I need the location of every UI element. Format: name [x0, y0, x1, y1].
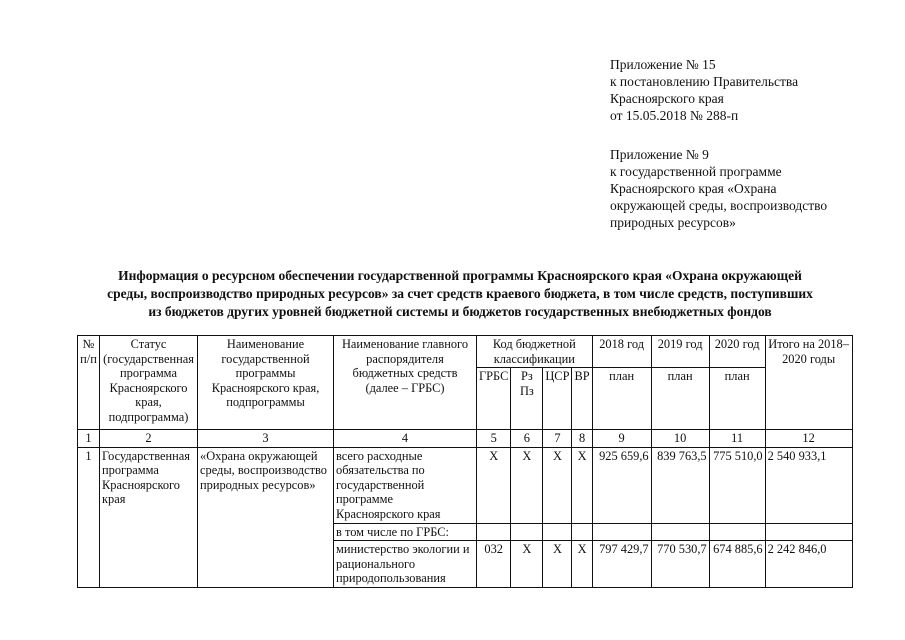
col-number: 3 — [198, 430, 334, 448]
title-line2: среды, воспроизводство природных ресурсов» за счет средств краевого бюджета, в том числе средств, поступивших — [107, 286, 813, 301]
header-grbs-name: Наименование главного распорядителя бюджетных средств (далее – ГРБС) — [334, 336, 477, 430]
col-number: 2 — [100, 430, 198, 448]
document-title — [60, 267, 860, 321]
ministry-grbs-code: 032 — [477, 541, 511, 588]
header-2019: 2019 год — [651, 336, 709, 368]
header-plan-2019: план — [651, 368, 709, 430]
attachment-9-block — [610, 146, 827, 231]
ministry-2018: 797 429,7 — [592, 541, 651, 588]
col-number: 10 — [651, 430, 709, 448]
attachment-9-line3: Красноярского края «Охрана — [610, 181, 777, 196]
col-number: 4 — [334, 430, 477, 448]
attachment-15-line2: к постановлению Правительства — [610, 74, 799, 89]
attachment-9-line5: природных ресурсов» — [610, 215, 736, 230]
title-line1: Информация о ресурсном обеспечении государственной программы Красноярского края «Охрана окружающей — [118, 268, 802, 283]
total-rzpr-code: Х — [511, 447, 543, 523]
attachment-9-line4: окружающей среды, воспроизводство — [610, 198, 828, 213]
header-2018: 2018 год — [592, 336, 651, 368]
header-name: Наименование государственной программы Красноярского края, подпрограммы — [198, 336, 334, 430]
col-number: 12 — [765, 430, 852, 448]
col-number: 9 — [592, 430, 651, 448]
total-grbs-code: Х — [477, 447, 511, 523]
ministry-vr-code: Х — [572, 541, 592, 588]
row-program-name: «Охрана окружающей среды, воспроизводство природных ресурсов» — [198, 447, 334, 587]
header-code-group: Код бюджетной классификации — [477, 336, 593, 368]
header-plan-2018: план — [592, 368, 651, 430]
row-total-label: всего расходные обязательства по государственной программе Красноярского края — [334, 447, 477, 523]
col-number: 6 — [511, 430, 543, 448]
col-number: 11 — [709, 430, 765, 448]
header-2020: 2020 год — [709, 336, 765, 368]
ministry-rzpr-code: Х — [511, 541, 543, 588]
ministry-2020: 674 885,6 — [709, 541, 765, 588]
attachment-15-block — [610, 56, 798, 124]
row-ministry-label: министерство экологии и рационального природопользования — [334, 541, 477, 588]
col-number: 1 — [78, 430, 100, 448]
header-plan-2020: план — [709, 368, 765, 430]
total-csr-code: Х — [543, 447, 572, 523]
header-rzpr: Рз Пз — [511, 368, 543, 430]
ministry-csr-code: Х — [543, 541, 572, 588]
total-2019: 839 763,5 — [651, 447, 709, 523]
ministry-2019: 770 530,7 — [651, 541, 709, 588]
resource-table — [77, 335, 853, 588]
header-grbs: ГРБС — [477, 368, 511, 430]
col-number: 7 — [543, 430, 572, 448]
attachment-9-line1: Приложение № 9 — [610, 147, 709, 162]
title-line3: из бюджетов других уровней бюджетной системы и бюджетов государственных внебюджетных фондов — [148, 304, 772, 319]
attachment-15-line4: от 15.05.2018 № 288-п — [610, 108, 739, 123]
row-num: 1 — [78, 447, 100, 587]
row-including-label: в том числе по ГРБС: — [334, 523, 477, 541]
ministry-sum: 2 242 846,0 — [765, 541, 852, 588]
attachment-9-line2: к государственной программе — [610, 164, 782, 179]
attachment-15-line3: Красноярского края — [610, 91, 724, 106]
total-sum: 2 540 933,1 — [765, 447, 852, 523]
header-num: № п/п — [78, 336, 100, 430]
row-status: Государственная программа Красноярского края — [100, 447, 198, 587]
header-status: Статус (государственная программа Красноярского края, подпрограмма) — [100, 336, 198, 430]
total-vr-code: Х — [572, 447, 592, 523]
attachment-15-line1: Приложение № 15 — [610, 57, 716, 72]
col-number: 5 — [477, 430, 511, 448]
header-total: Итого на 2018–2020 годы — [765, 336, 852, 430]
header-csr: ЦСР — [543, 368, 572, 430]
col-number: 8 — [572, 430, 592, 448]
table-row — [78, 447, 853, 523]
total-2018: 925 659,6 — [592, 447, 651, 523]
total-2020: 775 510,0 — [709, 447, 765, 523]
header-vr: ВР — [572, 368, 592, 430]
